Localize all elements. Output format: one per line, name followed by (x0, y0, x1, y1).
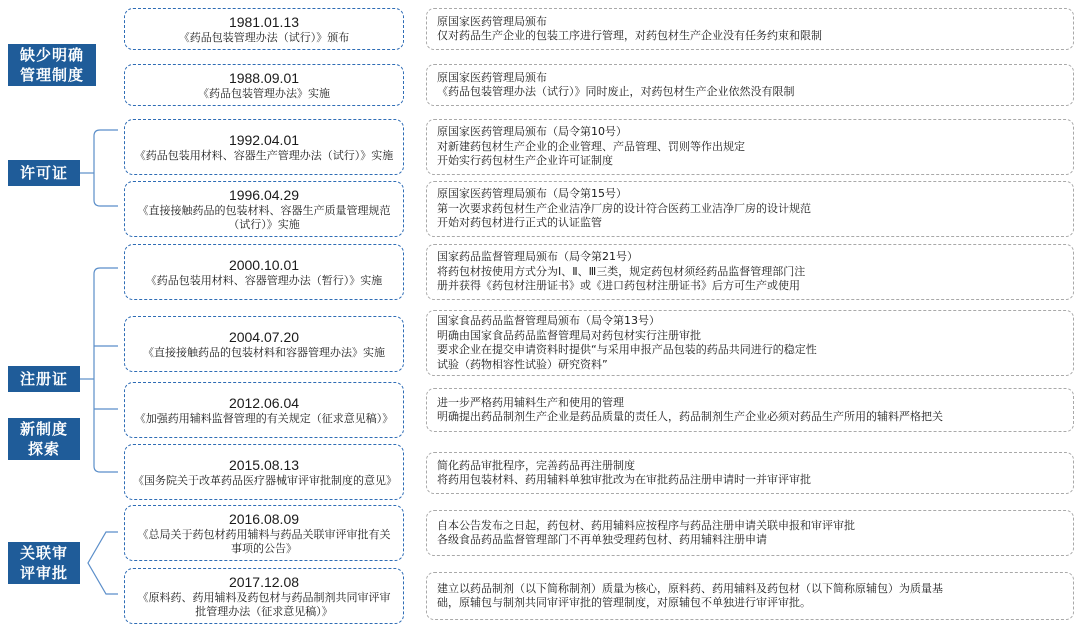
event-box-2016 (124, 505, 404, 561)
event-box-2004 (124, 316, 404, 372)
event-box-2017 (124, 568, 404, 624)
description-line: 仅对药品生产企业的包装工序进行管理，对药包材生产企业没有任务约束和限制 (437, 29, 822, 42)
description-line: 开始对药包材进行正式的认证监管 (437, 216, 602, 230)
event-date: 2012.06.04 (228, 394, 300, 411)
event-box-2012 (124, 382, 404, 438)
event-title: 《药品包装用材料、容器管理办法（暂行）》实施 (145, 273, 383, 287)
description-box-2004 (426, 310, 1074, 376)
event-title: 《原料药、药用辅料及药包材与药品制剂共同审评审批管理办法（征求意见稿）》 (137, 590, 391, 618)
description-line: 国家药品监督管理局颁布（局令第21号） (437, 250, 638, 264)
event-date: 1981.01.13 (228, 13, 300, 30)
event-date: 1988.09.01 (228, 69, 300, 86)
description-line: 《药品包装管理办法（试行）》同时废止，对药包材生产企业依然没有限制 (437, 85, 795, 98)
description-box-1981 (426, 8, 1074, 50)
category-label: 注册证 (19, 370, 68, 388)
event-title: 《加强药用辅料监督管理的有关规定（征求意见稿）》 (134, 411, 394, 425)
description-line: 开始实行药包材生产企业许可证制度 (437, 154, 613, 168)
event-date: 1996.04.29 (228, 186, 300, 203)
description-box-1996 (426, 181, 1074, 237)
event-box-1988 (124, 64, 404, 106)
description-line: 建立以药品制剂（以下简称制剂）质量为核心，原料药、药用辅料及药包材（以下简称原辅包）为质量基 (437, 581, 943, 595)
event-title: 《药品包装用材料、容器生产管理办法（试行）》实施 (134, 148, 394, 162)
description-line: 原国家医药管理局颁布（局令第15号） (437, 187, 627, 201)
bracket-registration (94, 268, 118, 472)
description-box-2000 (426, 244, 1074, 300)
description-box-2012 (426, 388, 1074, 432)
description-box-1992 (426, 119, 1074, 175)
event-date: 2016.08.09 (228, 510, 300, 527)
event-title: 《直接接触药品的包装材料和容器管理办法》实施 (143, 345, 385, 359)
event-box-1996 (124, 181, 404, 237)
description-line: 础，原辅包与制剂共同审评审批的管理制度，对原辅包不单独进行审评审批。 (437, 596, 811, 609)
category-label: 许可证 (19, 164, 68, 182)
event-date: 2004.07.20 (228, 328, 300, 345)
event-date: 2015.08.13 (228, 456, 300, 473)
description-line: 册并获得《药包材注册证书》或《进口药包材注册证书》后方可生产或使用 (437, 279, 800, 293)
description-line: 明确提出药品制剂生产企业是药品质量的责任人，药品制剂生产企业必须对药品生产所用的辅料严格把关 (437, 410, 943, 423)
description-line: 明确由国家食品药品监督管理局对药包材实行注册审批 (437, 328, 701, 342)
event-title: 《总局关于药包材药用辅料与药品关联审评审批有关事项的公告》 (137, 527, 391, 555)
category-label: 关联审评审批 (20, 544, 69, 582)
event-title: 《直接接触药品的包装材料、容器生产质量管理规范（试行）》实施 (137, 203, 391, 231)
description-line: 进一步严格药用辅料生产和使用的管理 (437, 395, 624, 409)
event-title: 《国务院关于改革药品医疗器械审评审批制度的意见》 (133, 473, 397, 487)
description-line: 简化药品审批程序，完善药品再注册制度 (437, 458, 635, 472)
category-label: 新制度探索 (20, 420, 69, 458)
event-box-1981 (124, 8, 404, 50)
description-line: 原国家医药管理局颁布（局令第10号） (437, 125, 627, 139)
description-line: 将药包材按使用方式分为Ⅰ、Ⅱ、Ⅲ三类，规定药包材须经药品监督管理部门注 (437, 264, 806, 278)
event-box-2000 (124, 244, 404, 300)
event-title: 《药品包装管理办法》实施 (198, 86, 330, 100)
bracket-linked-review (88, 532, 118, 594)
category-label: 缺少明确管理制度 (19, 46, 84, 84)
event-title: 《药品包装管理办法（试行）》颁布 (178, 30, 350, 44)
description-line: 第一次要求药包材生产企业洁净厂房的设计符合医药工业洁净厂房的设计规范 (437, 201, 811, 215)
description-line: 要求企业在提交申请资料时提供“与采用申报产品包装的药品共同进行的稳定性 (437, 343, 817, 356)
event-date: 1992.04.01 (228, 131, 300, 148)
description-line: 国家食品药品监督管理局颁布（局令第13号） (437, 314, 660, 327)
bracket-license (94, 130, 118, 206)
description-line: 将药用包装材料、药用辅料单独审批改为在审批药品注册申请时一并审评审批 (437, 473, 811, 486)
description-line: 各级食品药品监督管理部门不再单独受理药包材、药用辅料注册申请 (437, 533, 767, 546)
event-box-2015 (124, 444, 404, 500)
description-line: 原国家医药管理局颁布 (437, 70, 547, 84)
event-box-1992 (124, 119, 404, 175)
description-line: 试验（药物相容性试验）研究资料” (437, 357, 608, 371)
description-line: 原国家医药管理局颁布 (437, 14, 547, 28)
description-box-2017 (426, 572, 1074, 620)
description-box-1988 (426, 64, 1074, 106)
event-date: 2017.12.08 (228, 573, 300, 590)
description-box-2016 (426, 510, 1074, 556)
description-box-2015 (426, 452, 1074, 494)
event-date: 2000.10.01 (228, 256, 300, 273)
description-line: 自本公告发布之日起，药包材、药用辅料应按程序与药品注册申请关联申报和审评审批 (437, 518, 855, 532)
description-line: 对新建药包材生产企业的企业管理、产品管理、罚则等作出规定 (437, 139, 745, 153)
